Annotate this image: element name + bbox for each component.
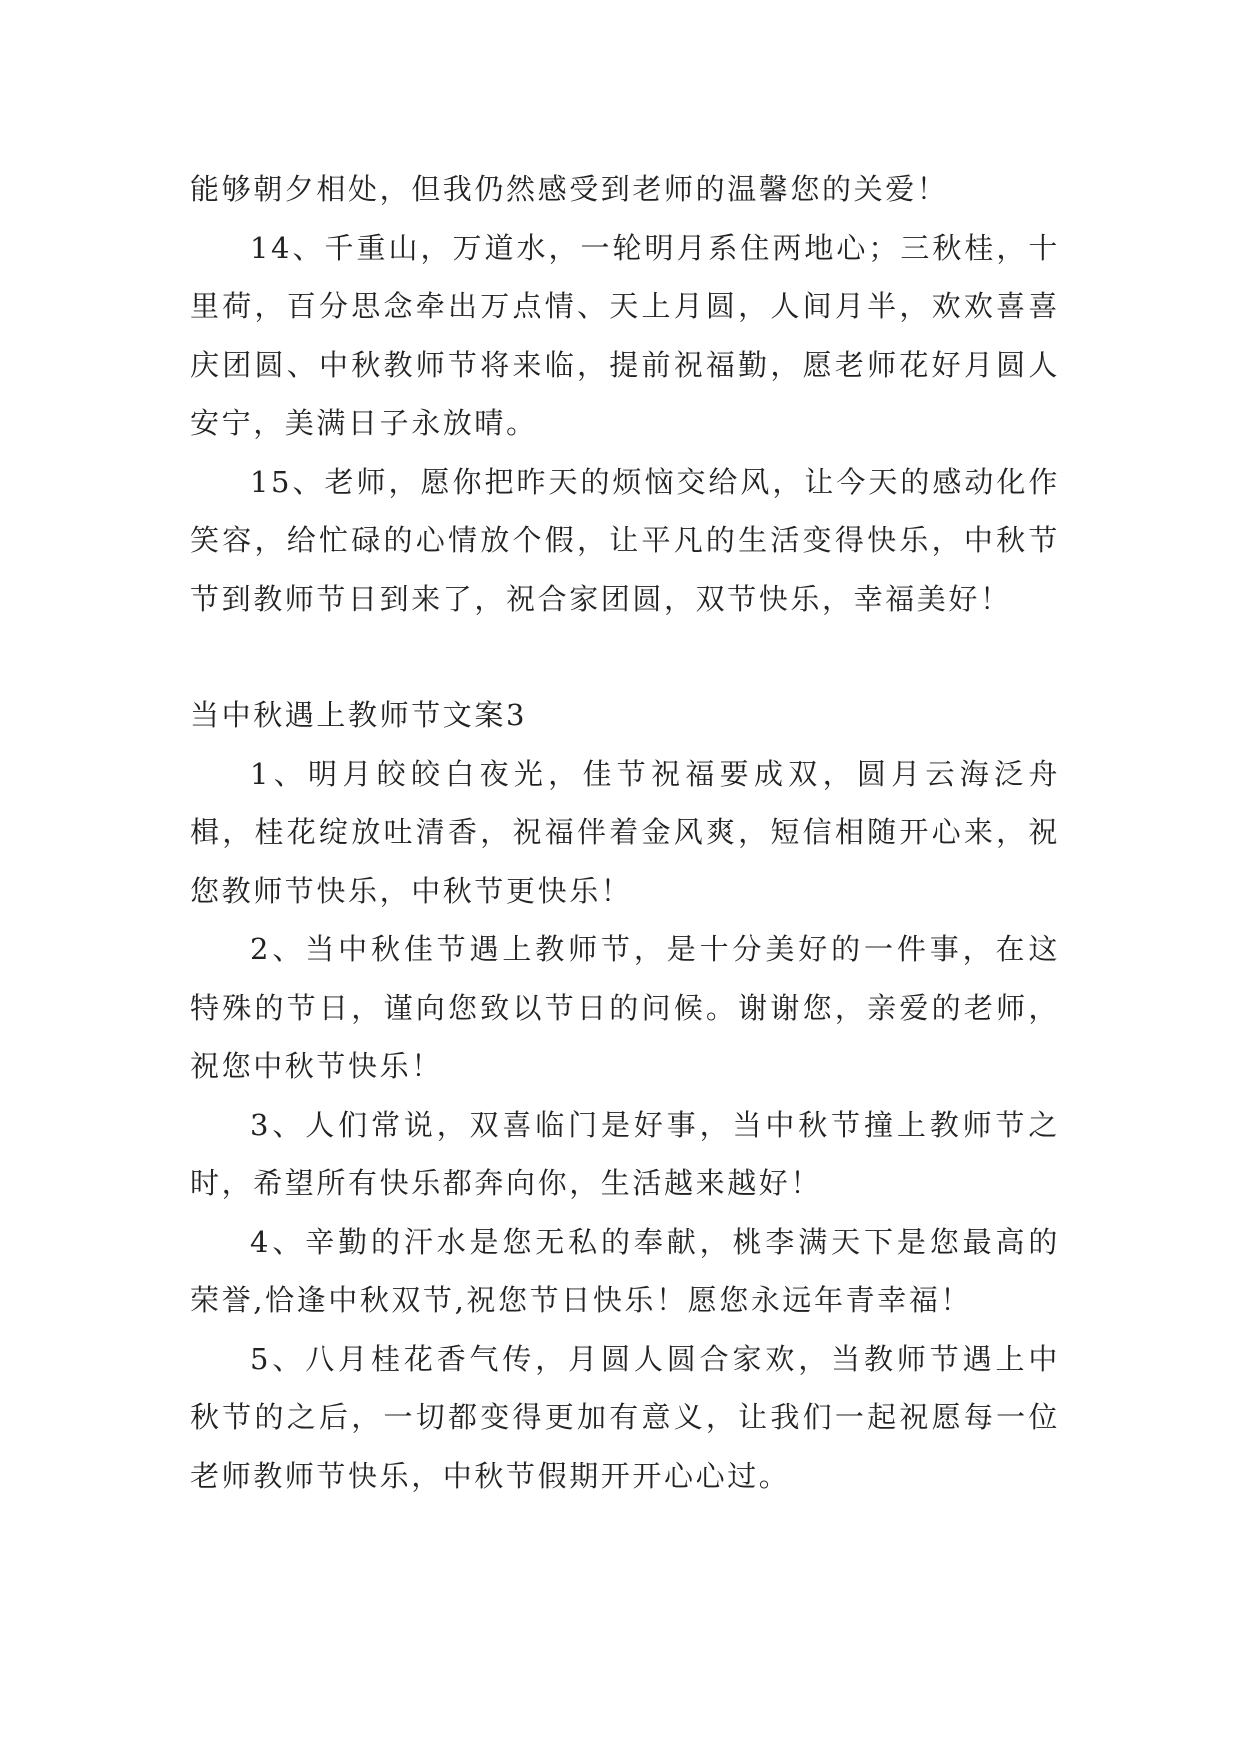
section-title: 当中秋遇上教师节文案3 [190,698,528,732]
document-page [190,160,1060,1505]
continuation-paragraph: 能够朝夕相处，但我仍然感受到老师的温馨您的关爱！ [190,172,949,206]
section-item-3: 3、人们常说，双喜临门是好事，当中秋节撞上教师节之时，希望所有快乐都奔向你，生活越来越好！ [190,1107,1060,1200]
wish-item-14: 14、千重山，万道水，一轮明月系住两地心；三秋桂，十里荷，百分思念牵出万点情、天上月圆，人间月半，欢欢喜喜庆团圆、中秋教师节将来临，提前祝福勤，愿老师花好月圆人安宁，美满日子永放晴。 [190,230,1060,440]
wish-item-15: 15、老师，愿你把昨天的烦恼交给风，让今天的感动化作笑容，给忙碌的心情放个假，让平凡的生活变得快乐，中秋节节到教师节日到来了，祝合家团圆，双节快乐，幸福美好！ [190,464,1060,616]
section-item-1: 1、明月皎皎白夜光，佳节祝福要成双，圆月云海泛舟楫，桂花绽放吐清香，祝福伴着金风爽，短信相随开心来，祝您教师节快乐，中秋节更快乐！ [190,756,1060,908]
section-item-5: 5、八月桂花香气传，月圆人圆合家欢，当教师节遇上中秋节的之后，一切都变得更加有意义，让我们一起祝愿每一位老师教师节快乐，中秋节假期开开心心过。 [190,1341,1060,1493]
section-item-2: 2、当中秋佳节遇上教师节，是十分美好的一件事，在这特殊的节日，谨向您致以节日的问候。谢谢您，亲爱的老师，祝您中秋节快乐！ [190,932,1060,1083]
section-item-4: 4、辛勤的汗水是您无私的奉献，桃李满天下是您最高的荣誉,恰逢中秋双节,祝您节日快乐！愿您永远年青幸福！ [190,1224,1060,1317]
